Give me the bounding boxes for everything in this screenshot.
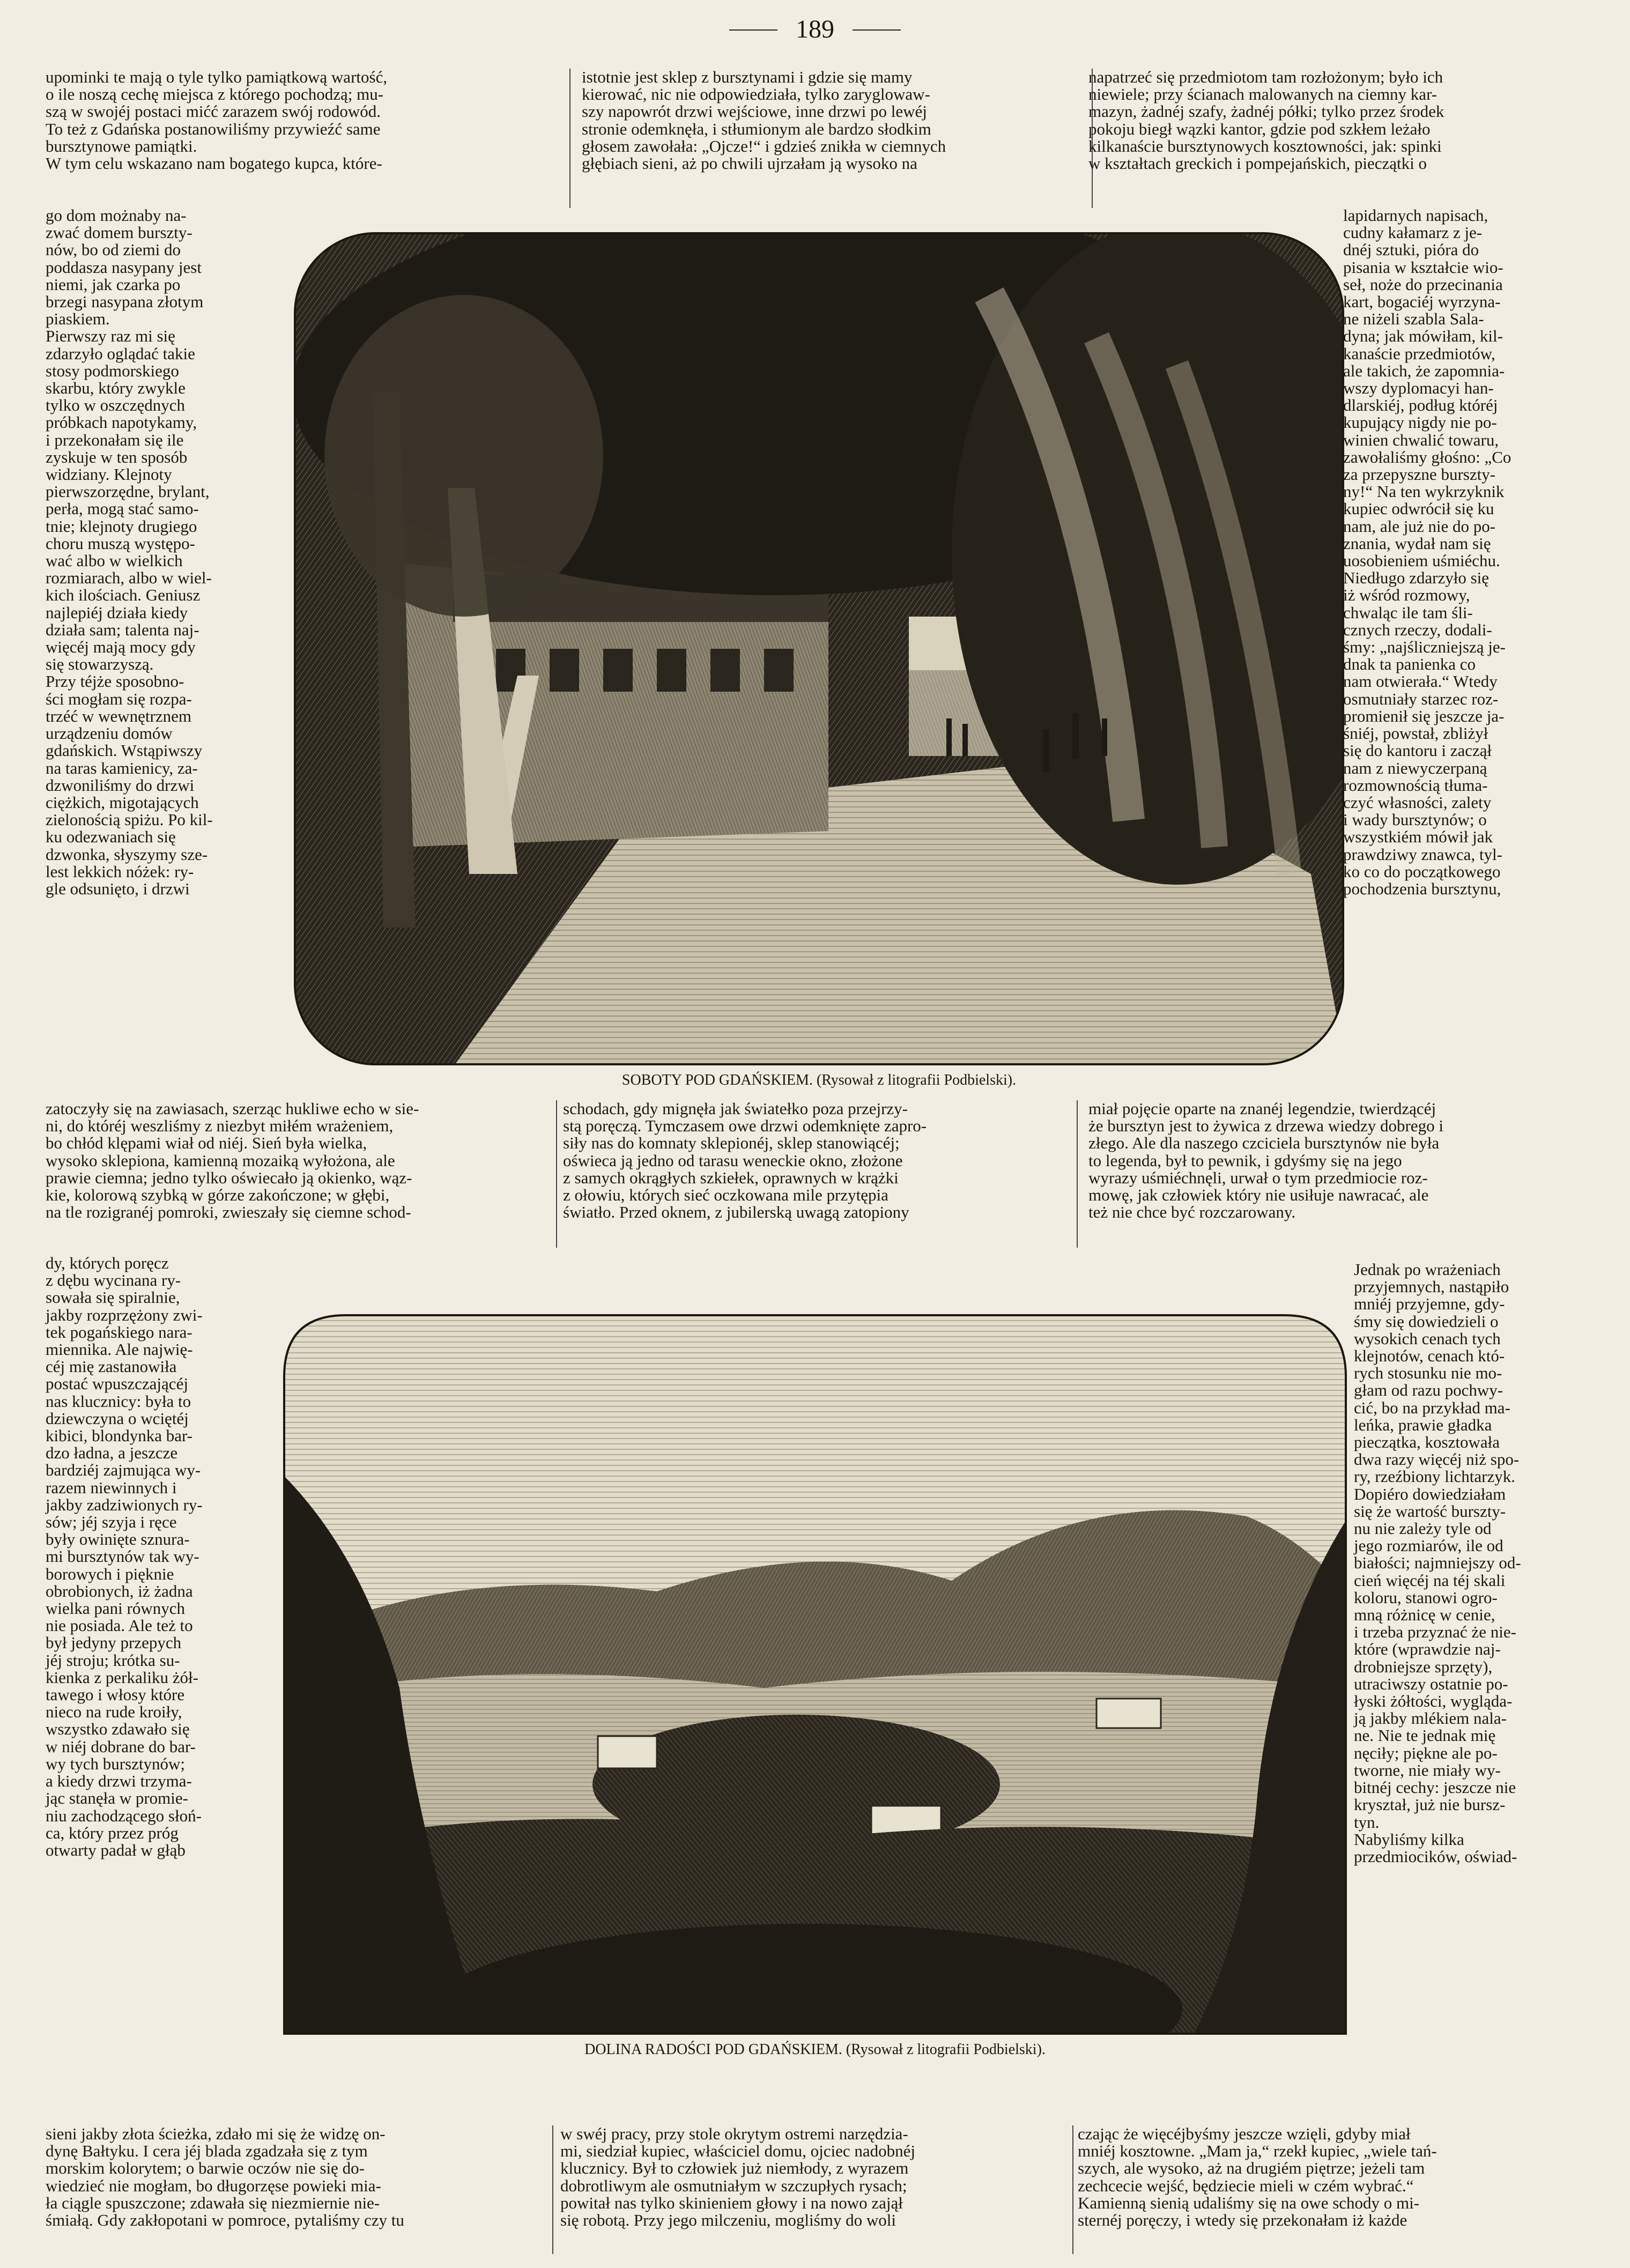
- column-divider: [569, 69, 570, 208]
- top-text-col3: napatrzeć się przedmiotom tam rozłożonym; było ich niewiele; przy ścianach malowanych na ciemny kar- mazyn, żadnéj szafy, żadnéj półki; tylko przez środek pokoju biegł wązki kantor, gdzie pod szkłem leżało kilkanaście bursztynowych kosztowności, jak: spinki w kształtach greckich i pompejańskich, pieczątki o: [1088, 68, 1444, 173]
- engraving-dolina: [281, 1313, 1349, 2036]
- right-narrow-text-2: Jednak po wrażeniach przyjemnych, nastąpiło mniéj przyjemne, gdy- śmy się dowiedzieli o wysokich cenach tych klejnotów, cenach któ- rych stosunku nie mo- głam od razu pochwy- cić, bo na przykład ma- leńka, prawie gładka pieczątka, kosztowała dwa razy więcéj niż spo- ry, rzeźbiony lichtarzyk. Dopiéro dowiedziałam się że wartość burszty- nu nie zależy tyle od jego rozmiarów, ile od białości; najmniejszy od- cień więcéj na téj skali koloru, stanowi ogro- mną różnicę w cenie, i trzeba przyznać że nie- które (wprawdzie naj- drobniejsze sprzęty), utraciwszy ostatnie po- łyski żółtości, wygląda- ją jakby mlékiem nala- ne. Nie te jednak mię nęciły; piękne ale po- tworne, nie miały wy- bitnéj cechy: jeszcze nie kryształ, już nie bursz- tyn. Nabyliśmy kilka przedmiocików, oświad-: [1354, 1260, 1521, 1866]
- figure2-caption: DOLINA RADOŚCI POD GDAŃSKIEM. (Rysował z litografii Podbielski).: [584, 2041, 1046, 2058]
- header-rule-right: [853, 29, 901, 31]
- bottom-text-col3: czając że więcéjbyśmy jeszcze wzięli, gdyby miał mniéj kosztowne. „Mam ja,“ rzekł kupiec, „wiele tań- szych, ale wysoko, aż na drugiém piętrze; jeżeli tam zechcecie wejść, będziecie mieli w czém wybrać.“ Kamienną sienią udaliśmy się na owe schody o mi- sternéj poręczy, i wtedy się przekonałam iż każde: [1078, 2124, 1437, 2230]
- column-divider: [1072, 2125, 1073, 2254]
- mid-text-col3: miał pojęcie oparte na znanéj legendzie, twierdzącéj że bursztyn jest to żywica z drzewa wiedzy dobrego i złego. Ale dla naszego czciciela bursztynów nie była to legenda, był to pewnik, i gdyśmy się na jego wyrazy uśmiéchnęli, urwał o tym przedmiocie roz- mowę, jak człowiek który nie usiłuje nawracać, ale też nie chce być rozczarowany.: [1088, 1099, 1443, 1222]
- bottom-text-col2: w swéj pracy, przy stole okrytym ostremi narzędzia- mi, siedział kupiec, właściciel domu, ojciec nadobnéj klucznicy. Był to człowiek już niemłody, z wyrazem dobrotliwym ale osmutniałym w szczupłych rysach; powitał nas tylko skinieniem głowy i na nowo zajął się robotą. Przy jego milczeniu, mogliśmy do woli: [560, 2124, 915, 2230]
- column-divider: [552, 2125, 553, 2254]
- top-text-col1: upominki te mają o tyle tylko pamiątkową wartość, o ile noszą cechę miejsca z którego pochodzą; mu- szą w swojéj postaci mićć zarazem swój rodowód. To też z Gdańska postanowiliśmy przywieźć same bursztynowe pamiątki. W tym celu wskazano nam bogatego kupca, które-: [46, 68, 388, 173]
- figure1-caption: SOBOTY POD GDAŃSKIEM. (Rysował z litografii Podbielski).: [621, 1072, 1017, 1088]
- left-narrow-text-1: go dom możnaby na- zwać domem burszty- nów, bo od ziemi do poddasza nasypany jest niemi, jak czarka po brzegi nasypana złotym piaskiem. Pierwszy raz mi się zdarzyło oglądać takie stosy podmorskiego skarbu, który zwykle tylko w oszczędnych próbkach napotykamy, i przekonałam się ile zyskuje w ten sposób widziany. Klejnoty pierwszorzędne, brylant, perła, mogą stać samo- tnie; klejnoty drugiego choru muszą występo- wać albo w wielkich rozmiarach, albo w wiel- kich ilościach. Geniusz najlepiéj działa kiedy działa sam; talenta naj- więcéj mają mocy gdy się stowarzyszą. Przy téjże sposobno- ści mogłam się rozpa- trzéć w wewnętrznem urządzeniu domów gdańskich. Wstąpiwszy na taras kamienicy, za- dzwoniliśmy do drzwi ciężkich, migotających zielonością spiżu. Po kil- ku odezwaniach się dzwonka, słyszymy sze- lest lekkich nóżek: ry- gle odsunięto, i drzwi: [46, 206, 213, 898]
- header-rule-left: [729, 29, 777, 31]
- bottom-text-col1: sieni jakby złota ścieżka, zdało mi się że widzę on- dynę Bałtyku. I cera jéj blada zgadzała się z tym morskim kolorytem; o barwie oczów nie się do- wiedzieć nie mogłam, bo długorzęse powieki mia- ła ciągle spuszczone; zdawała się niezmiernie nie- śmiałą. Gdy zakłopotani w pomroce, pytaliśmy czy tu: [46, 2124, 404, 2230]
- page-number: 189: [796, 15, 834, 43]
- illustration-soboty: [292, 231, 1346, 1067]
- right-narrow-text-1: lapidarnych napisach, cudny kałamarz z je- dnéj sztuki, pióra do pisania w kształcie wio- seł, noże do przecinania kart, bogaciéj wyrzyna- ne niżeli szabla Sala- dyna; jak mówiłam, kil- kanaście przedmiotów, ale takich, że zapomnia- wszy dyplomacyi han- dlarskiéj, podług któréj kupujący nigdy nie po- winien chwalić towaru, zawołaliśmy głośno: „Co za przepyszne burszty- ny!“ Na ten wykrzyknik kupiec odwrócił się ku nam, ale już nie do po- znania, wydał nam się uosobieniem uśmiéchu. Niedługo zdarzyło się iż wśród rozmowy, chwaląc ile tam śli- cznych rzeczy, dodali- śmy: „najśliczniejszą je- dnak ta panienka co nam otwierała.“ Wtedy osmutniały starzec roz- promienił się jeszcze ja- śniéj, powstał, zbliżył się do kantoru i zaczął nam z niewyczerpaną rozmownością tłuma- czyć własności, zalety i wady bursztynów; o wszystkiém mówił jak prawdziwy znawca, tyl- ko co do początkowego pochodzenia bursztynu,: [1343, 206, 1512, 898]
- left-narrow-text-2: dy, których poręcz z dębu wycinana ry- sowała się spiralnie, jakby rozprzężony zwi- tek pogańskiego nara- miennika. Ale najwię- céj mię zastanowiła postać wpuszczającéj nas klucznicy: była to dziewczyna o wciętéj kibici, blondynka bar- dzo ładna, a jeszcze bardziéj zajmująca wy- razem niewinnych i jakby zadziwionych ry- sów; jéj szyja i ręce były owinięte sznura- mi bursztynów tak wy- borowych i pięknie obrobionych, iż żadna wielka pani równych nie posiada. Ale też to był jedyny przepych jéj stroju; krótka su- kienka z perkaliku żół- tawego i włosy które nieco na rude kroiły, wszystko zdawało się w niéj dobrane do bar- wy tych bursztynów; a kiedy drzwi trzyma- jąc stanęła w promie- niu zachodzącego słoń- ca, który przez próg otwarty padał w głąb: [46, 1254, 203, 1859]
- top-text-col2: istotnie jest sklep z bursztynami i gdzie się mamy kierować, nic nie odpowiedziała, tylko zaryglowaw- szy napowrót drzwi wejściowe, inne drzwi po lewéj stronie odemknęła, i stłumionym ale bardzo słodkim głosem zawołała: „Ojcze!“ i gdzieś znikła w ciemnych głębiach sieni, aż po chwili ujrzałam ją wysoko na: [582, 68, 946, 173]
- mid-text-col2: schodach, gdy mignęła jak światełko poza przejrzy- stą poręczą. Tymczasem owe drzwi odemknięte zapro- siły nas do komnaty sklepionéj, sklep stanowiącéj; oświeca ją jedno od tarasu weneckie okno, złożone z samych okrągłych szkiełek, oprawnych w krążki z ołowiu, których sieć oczkowana mile przytępia światło. Przed oknem, z jubilerską uwagą zatopiony: [563, 1099, 927, 1222]
- illustration-dolina-radosci: [281, 1313, 1349, 2036]
- column-divider: [1077, 1100, 1078, 1248]
- engraving-soboty: [292, 231, 1346, 1067]
- page-header: [0, 11, 1630, 48]
- mid-text-col1: zatoczyły się na zawiasach, szerząc hukliwe echo w sie- ni, do któréj weszliśmy z niezbyt miłém wrażeniem, bo chłód klępami wiał od niéj. Sień była wielka, wysoko sklepiona, kamienną mozaiką wyłożona, ale prawie ciemna; jedno tylko oświecało ją okienko, wąz- kie, kolorową szybką w górze zakończone; w głębi, na tle rozigranéj pomroki, zwieszały się ciemne schod-: [46, 1099, 419, 1222]
- column-divider: [556, 1100, 557, 1248]
